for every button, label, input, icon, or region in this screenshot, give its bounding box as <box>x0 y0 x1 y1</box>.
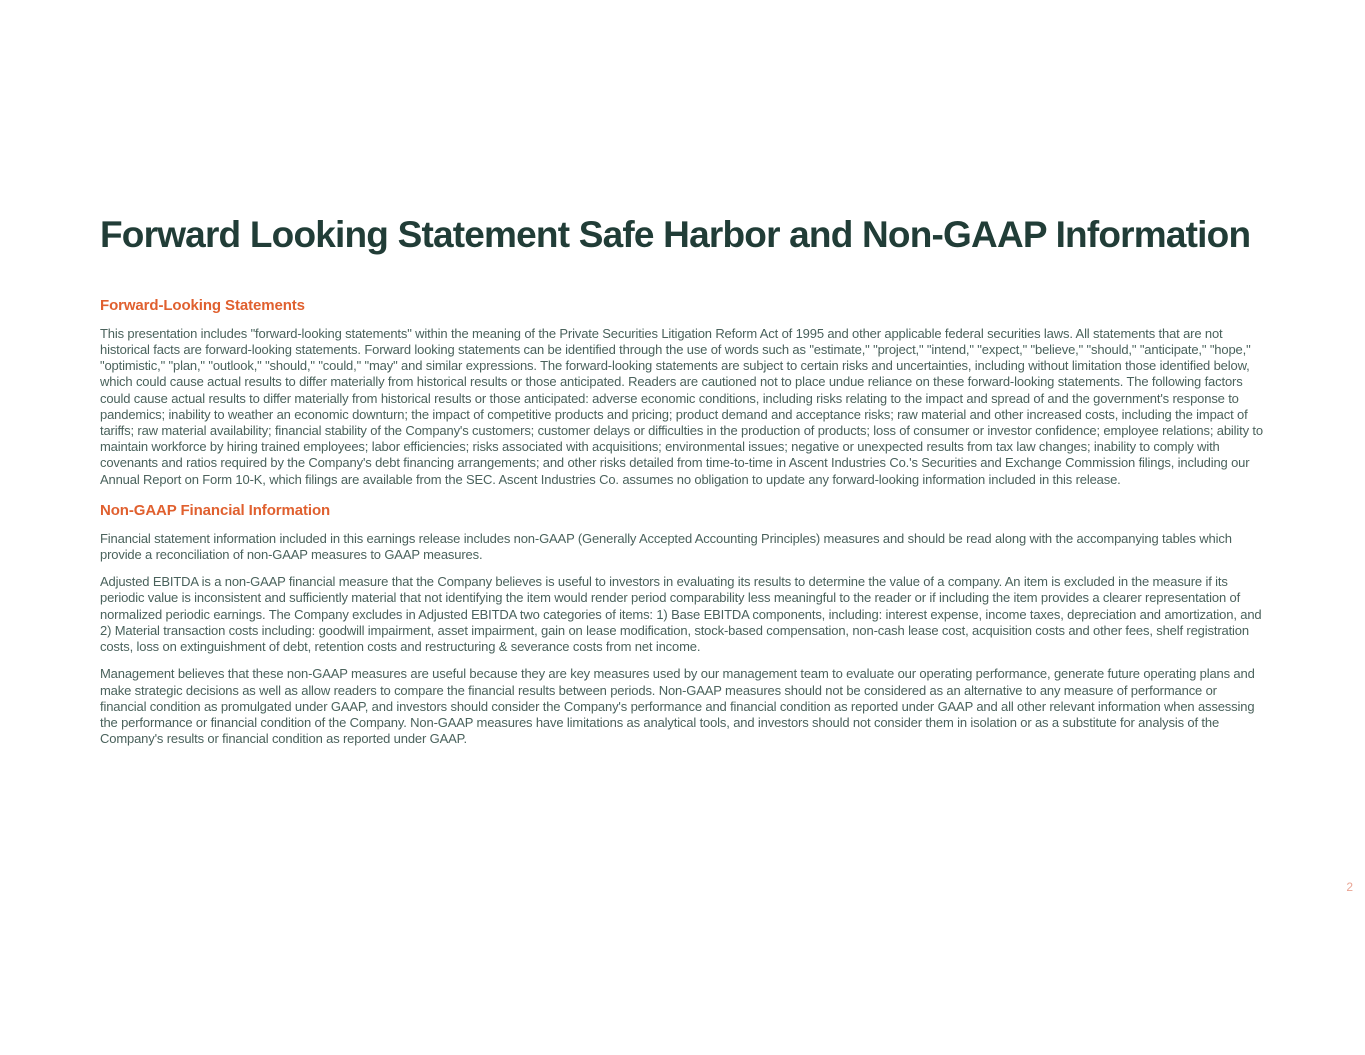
paragraph-forward-looking: This presentation includes "forward-looking statements" within the meaning of the Private Securities Litigation Reform Act of 1995 and other applicable federal securities laws. All statements that are not historical facts are forward-looking statements. Forward looking statements can be identified through the use of words such as "estimate," "project," "intend," "expect," "believe," "should," "anticipate," "hope," "optimistic," "plan," "outlook," "should," "could," "may" and similar expressions. The forward-looking statements are subject to certain risks and uncertainties, including without limitation those identified below, which could cause actual results to differ materially from historical results or those anticipated. Readers are cautioned not to place undue reliance on these forward-looking statements. The following factors could cause actual results to differ materially from historical results or those anticipated: adverse economic conditions, including risks relating to the impact and spread of and the government's response to pandemics; inability to weather an economic downturn; the impact of competitive products and pricing; product demand and acceptance risks; raw material and other increased costs, including the impact of tariffs; raw material availability; financial stability of the Company's customers; customer delays or difficulties in the production of products; loss of consumer or investor confidence; employee relations; ability to maintain workforce by hiring trained employees; labor efficiencies; risks associated with acquisitions; environmental issues; negative or unexpected results from tax law changes; inability to comply with covenants and ratios required by the Company's debt financing arrangements; and other risks detailed from time-to-time in Ascent Industries Co.'s Securities and Exchange Commission filings, including our Annual Report on Form 10-K, which filings are available from the SEC. Ascent Industries Co. assumes no obligation to update any forward-looking information included in this release. <box>100 325 1263 487</box>
slide-content <box>100 216 1266 758</box>
paragraph-adjusted-ebitda: Adjusted EBITDA is a non-GAAP financial measure that the Company believes is useful to investors in evaluating its results to determine the value of a company. An item is excluded in the measure if its periodic value is inconsistent and sufficiently material that not identifying the item would render period comparability less meaningful to the reader or if including the item provides a clearer representation of normalized periodic earnings. The Company excludes in Adjusted EBITDA two categories of items: 1) Base EBITDA components, including: interest expense, income taxes, depreciation and amortization, and 2) Material transaction costs including: goodwill impairment, asset impairment, gain on lease modification, stock-based compensation, non-cash lease cost, acquisition costs and other fees, shelf registration costs, loss on extinguishment of debt, retention costs and restructuring & severance costs from net income. <box>100 574 1262 655</box>
page-title: Forward Looking Statement Safe Harbor and Non-GAAP Information <box>100 214 1251 255</box>
section-heading-forward-looking-statements: Forward-Looking Statements <box>100 296 305 314</box>
section-heading-non-gaap-financial-information: Non-GAAP Financial Information <box>100 501 331 519</box>
paragraph-non-gaap-intro: Financial statement information included in this earnings release includes non-GAAP (Generally Accepted Accounting Principles) measures and should be read along with the accompanying tables which provide a reconciliation of non-GAAP measures to GAAP measures. <box>100 530 1232 563</box>
paragraph-management-believes: Management believes that these non-GAAP measures are useful because they are key measures used by our management team to evaluate our operating performance, generate future operating plans and make strategic decisions as well as allow readers to compare the financial results between periods. Non-GAAP measures should not be considered as an alternative to any measure of performance or financial condition as promulgated under GAAP, and investors should consider the Company's performance and financial condition as reported under GAAP and all other relevant information when assessing the performance or financial condition of the Company. Non-GAAP measures have limitations as analytical tools, and investors should not consider them in isolation or as a substitute for analysis of the Company's results or financial condition as reported under GAAP. <box>100 666 1255 747</box>
page-number: 2 <box>1346 880 1353 894</box>
